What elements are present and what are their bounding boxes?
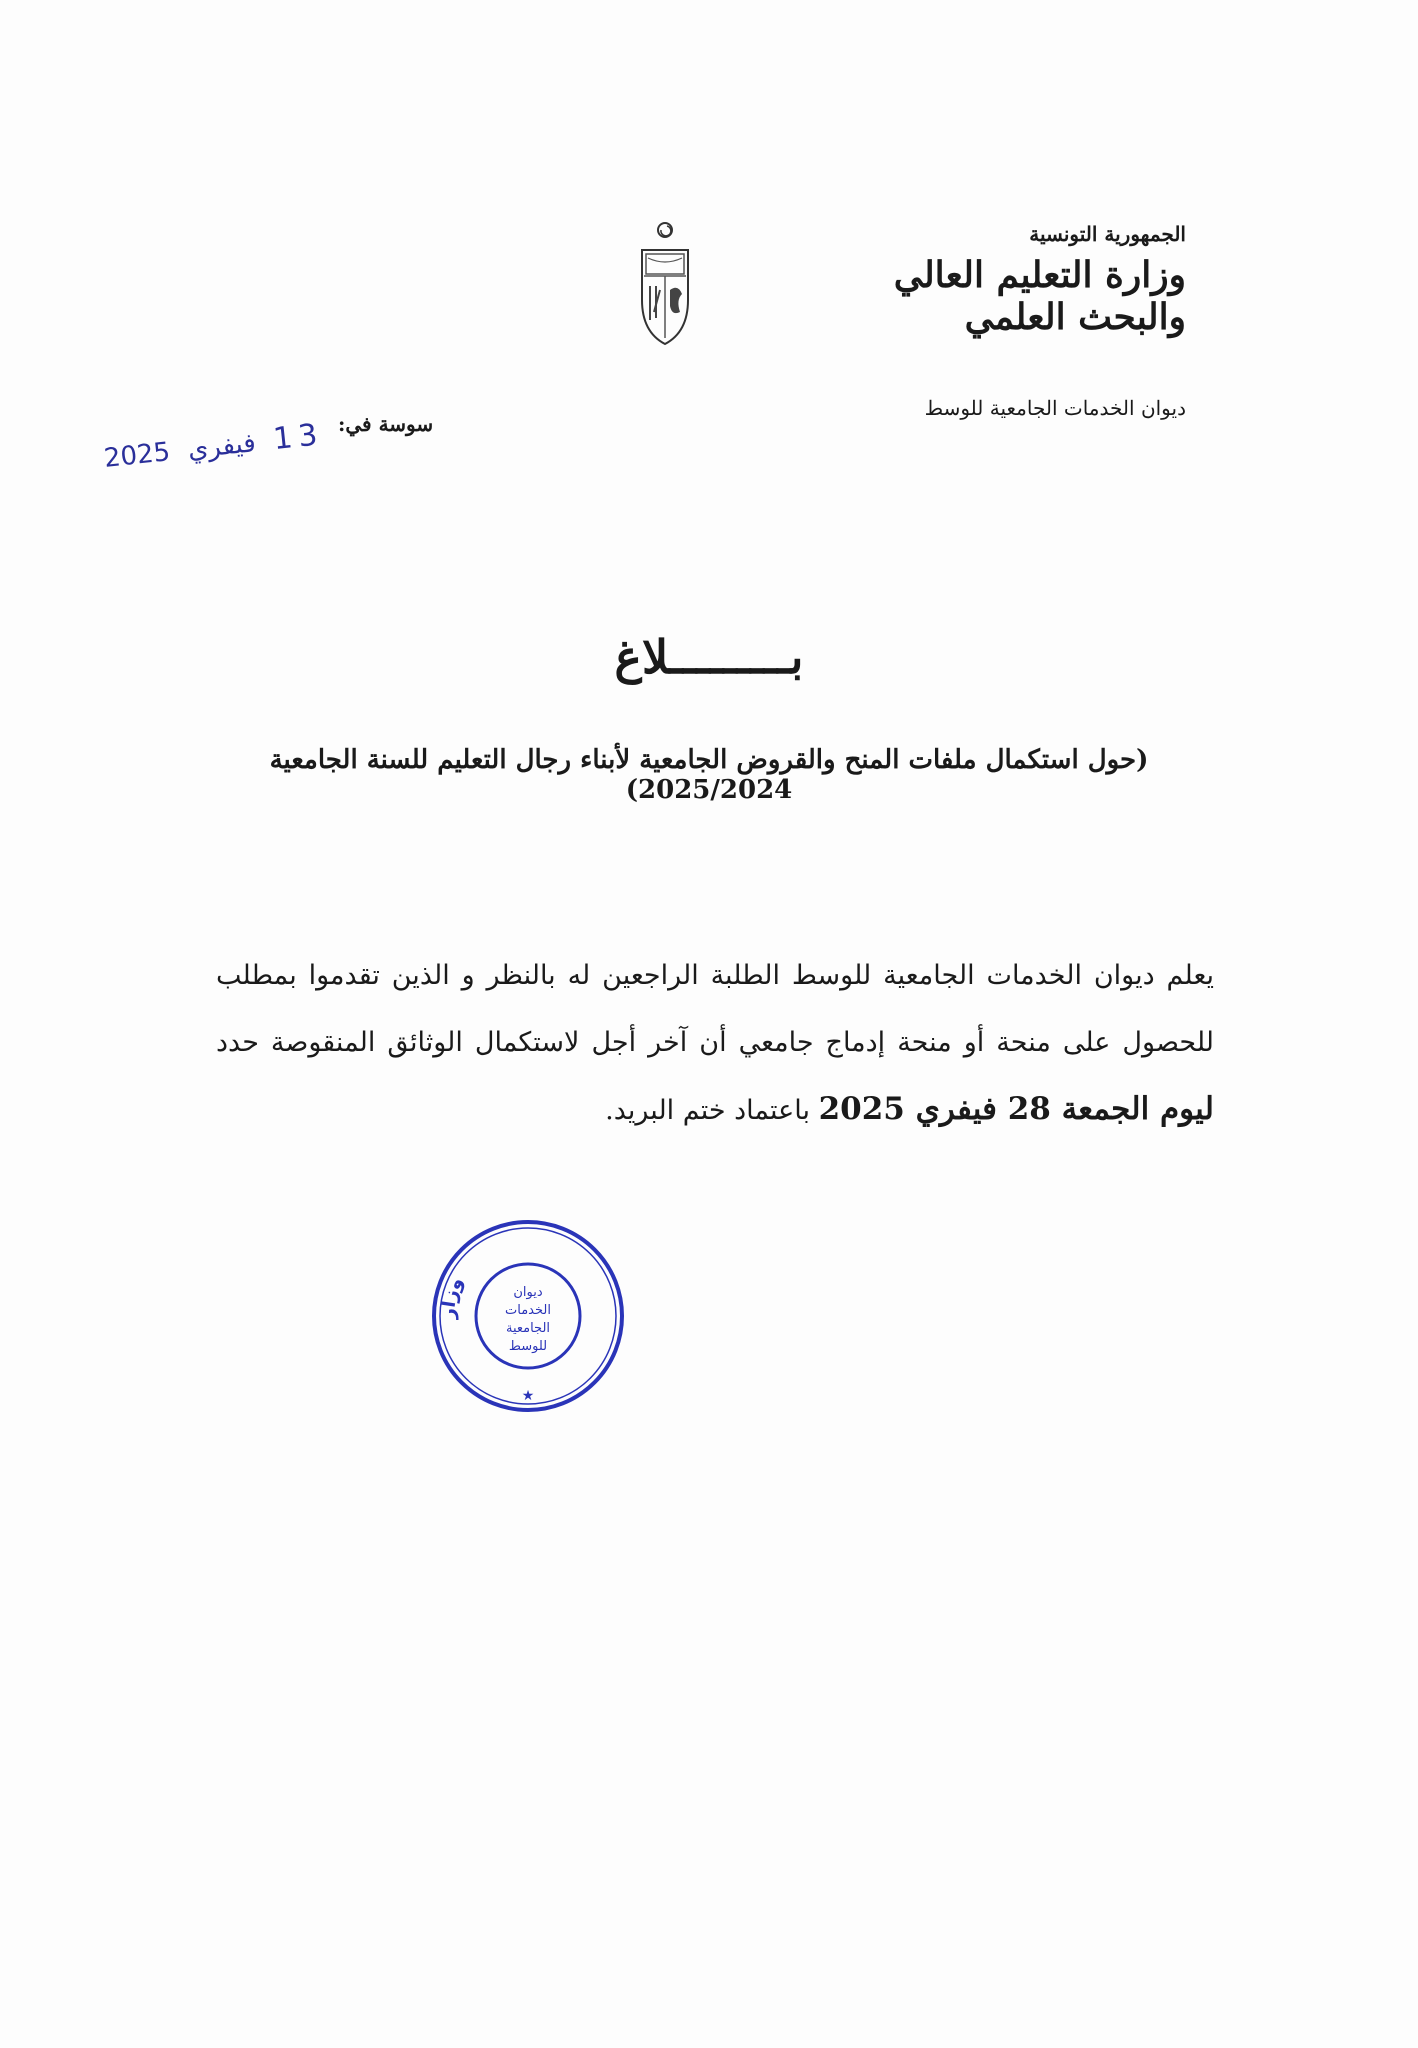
stamp-inner-line3: الجامعية [505, 1321, 551, 1336]
date-month: فيفري [186, 428, 258, 466]
ministry-name-line1: وزارة التعليم العالي [893, 254, 1186, 296]
stamp-star-icon: ★ [521, 1388, 535, 1404]
date-stamp [102, 417, 325, 475]
coat-of-arms-icon [634, 220, 696, 350]
date-day: 13 [271, 417, 326, 458]
body-part2: باعتماد ختم البريد. [605, 1095, 819, 1126]
stamp-inner-line4: للوسط [508, 1339, 548, 1354]
stamp-outer-text: وزار [436, 1273, 468, 1320]
republic-name: الجمهورية التونسية [1029, 222, 1186, 246]
date-year: 2025 [102, 437, 172, 474]
letterhead [866, 222, 1186, 338]
notice-subject: (حول استكمال ملفات المنح والقروض الجامعية لأبناء رجال التعليم للسنة الجامعية 2025/2024) [269, 745, 1149, 805]
ministry-name-line2: والبحث العلمي [964, 296, 1186, 338]
stamp-inner-line1: ديوان [513, 1285, 543, 1300]
place-label: سوسة في: [338, 412, 434, 436]
body-part1: يعلم ديوان الخدمات الجامعية للوسط الطلبة الراجعين له بالنظر و الذين تقدموا بمطلب للحصول على منحة أو منحة إدماج جامعي أن آخر أجل لاستكمال الوثائق المنقوصة حدد [216, 960, 1214, 1058]
office-name: ديوان الخدمات الجامعية للوسط [924, 396, 1186, 420]
deadline-text: ليوم الجمعة 28 فيفري 2025 [818, 1091, 1214, 1127]
official-stamp [430, 1218, 626, 1414]
notice-body [216, 942, 1214, 1144]
stamp-inner-line2: الخدمات [505, 1303, 551, 1318]
notice-title: بـــــــــلاغ [614, 630, 804, 684]
